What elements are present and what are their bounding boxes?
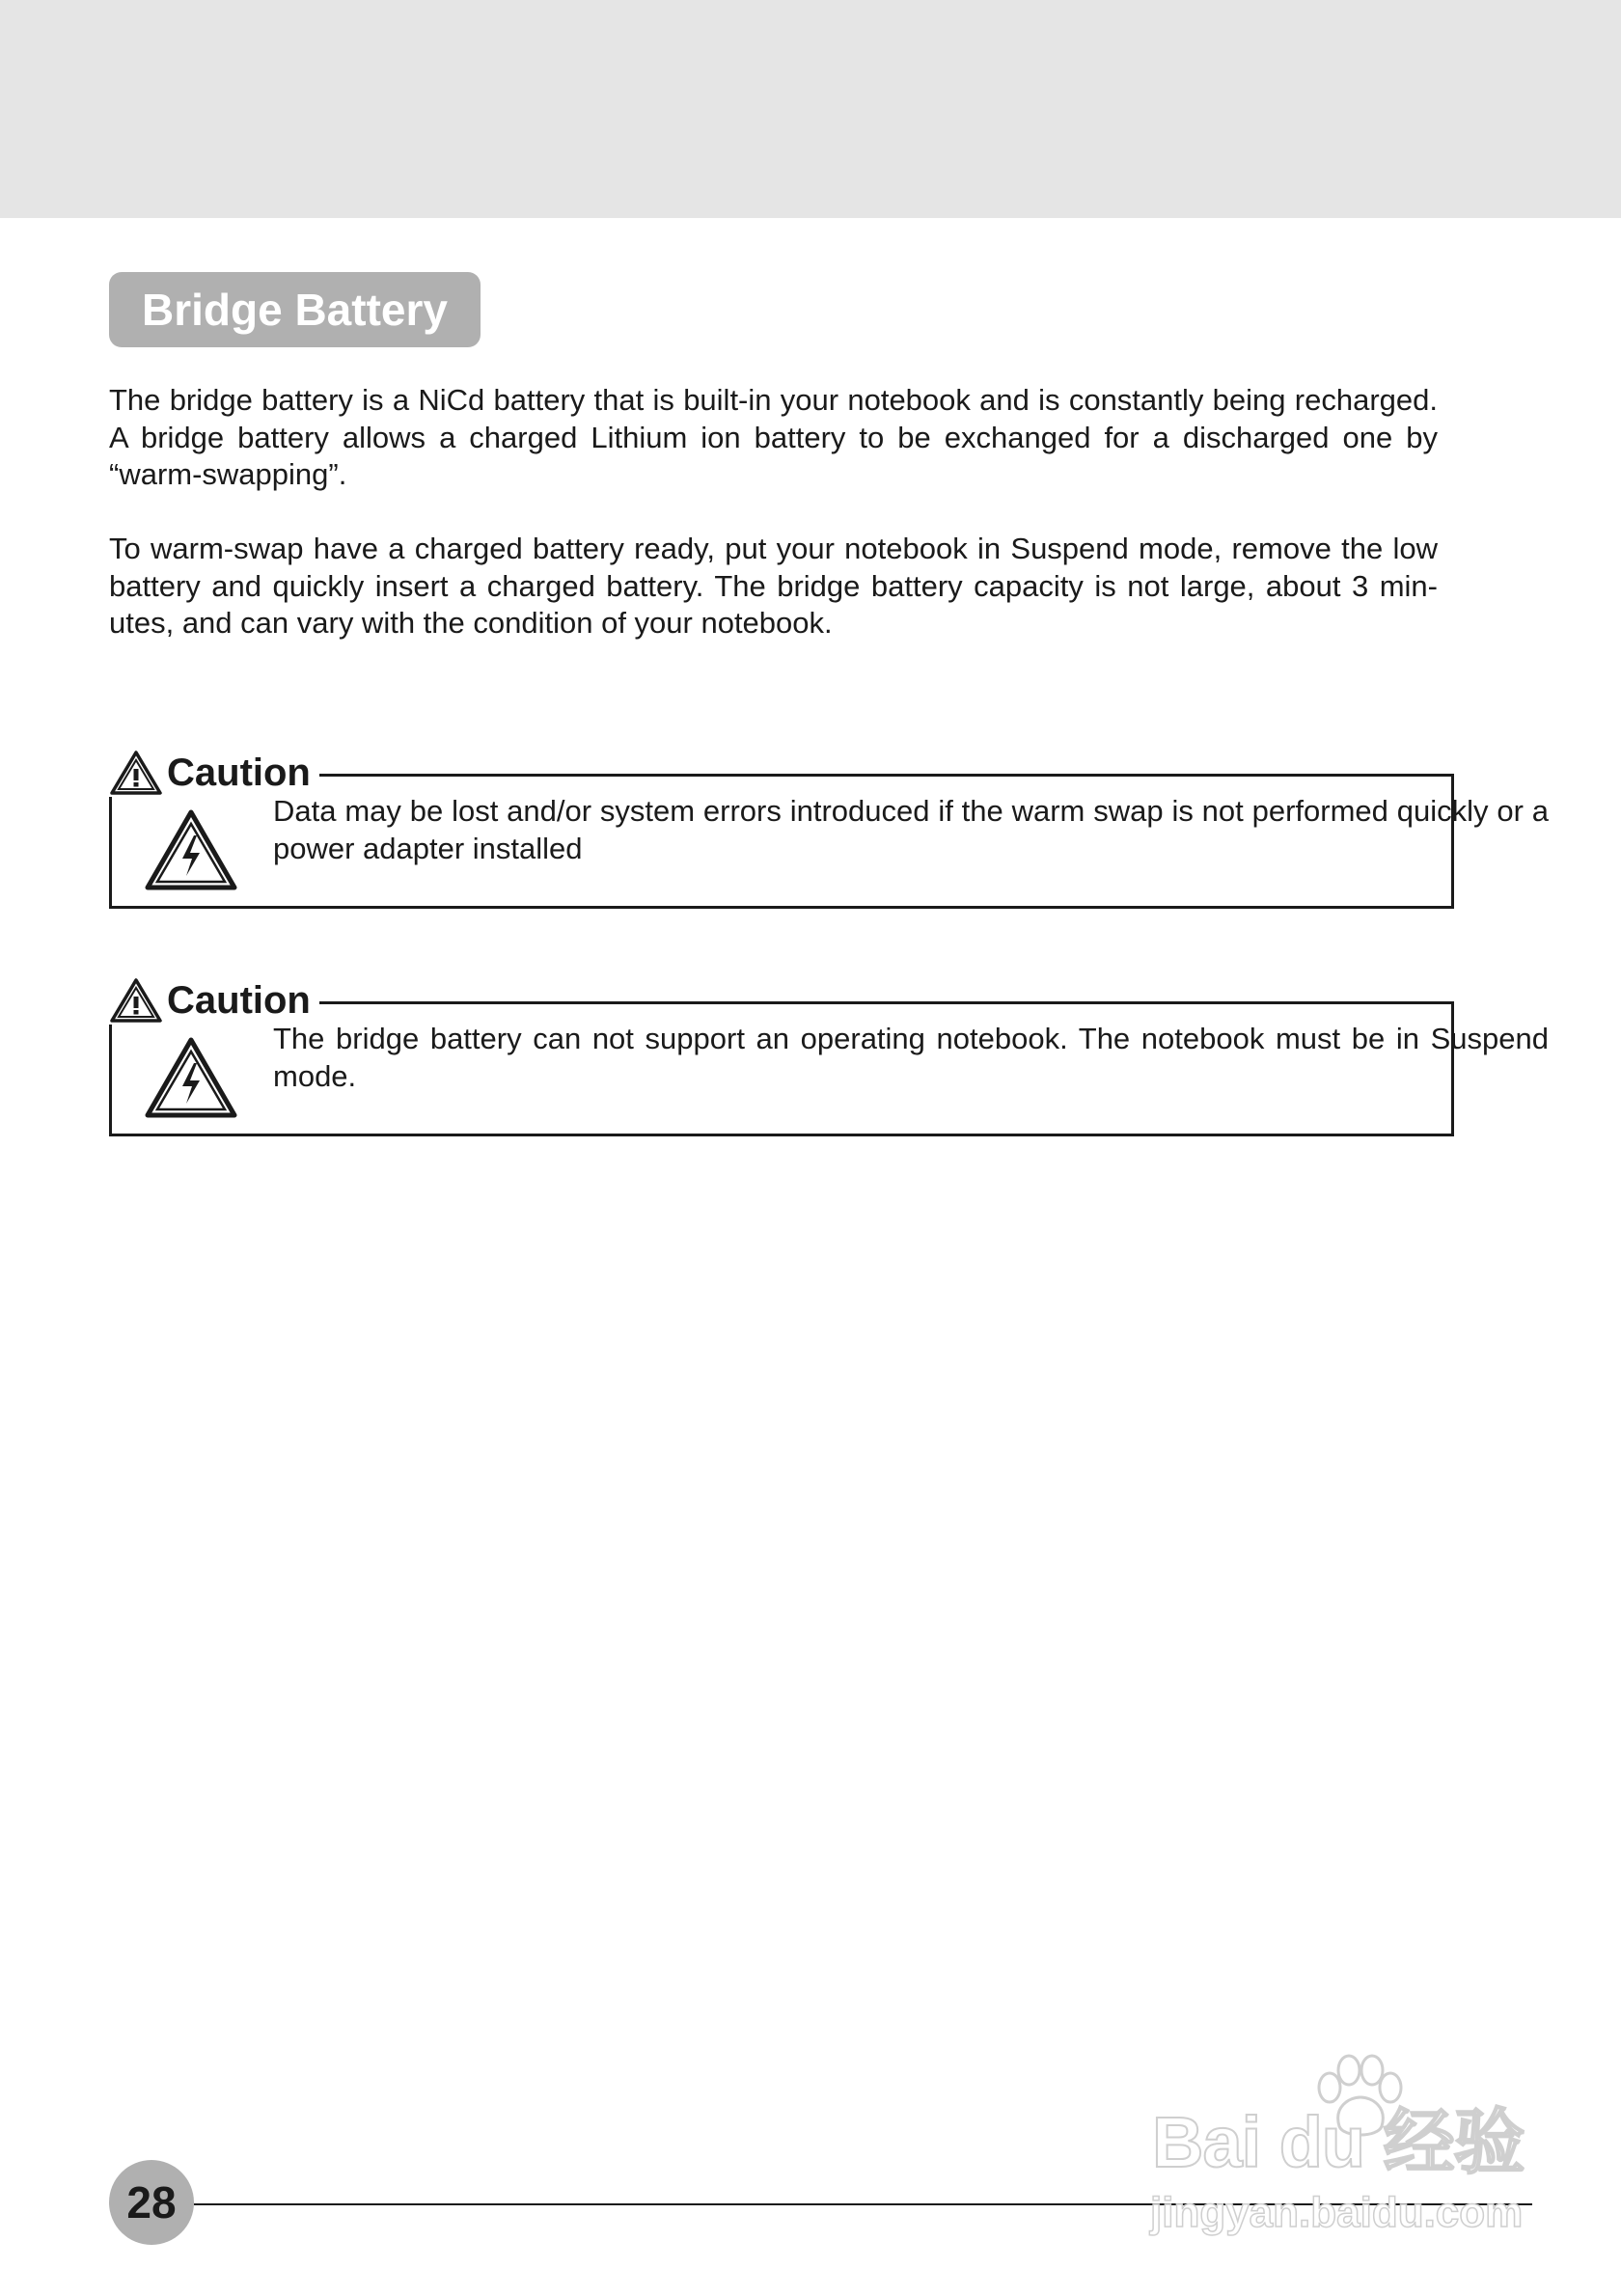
warning-triangle-icon: [109, 750, 163, 796]
paragraph-bridge-battery-intro: The bridge battery is a NiCd battery that is built-in your notebook and is constantly being recharged. A bridge battery allows a charged Lithium ion battery to be exchanged for a discharged one by “warm-swapping”.: [109, 383, 1438, 491]
electric-shock-warning-icon: [144, 1036, 238, 1119]
watermark-brand: Bai du 经验: [1152, 2102, 1525, 2182]
caution-title: Caution: [167, 979, 311, 1022]
section-title: Bridge Battery: [109, 272, 481, 347]
page-number: 28: [109, 2160, 194, 2245]
caution-text: Data may be lost and/or system errors introduced if the warm swap is not performed quickly or a power adapter installed: [273, 794, 1549, 865]
warning-triangle-icon: [109, 977, 163, 1024]
caution-box-suspend-mode: [109, 970, 1549, 1142]
caution-title: Caution: [167, 752, 311, 794]
header-band: [0, 0, 1621, 218]
paragraph-warm-swap-instructions: To warm-swap have a charged battery ready, put your notebook in Suspend mode, remove the low battery and quickly insert a charged battery. The bridge battery capacity is not large, about 3 min-utes, and can vary with the condition of your notebook.: [109, 532, 1438, 640]
watermark: [1146, 2047, 1532, 2240]
caution-box-data-loss: [109, 743, 1549, 915]
caution-rule: [319, 774, 1454, 777]
watermark-url: jingyan.baidu.com: [1150, 2189, 1524, 2236]
caution-text: The bridge battery can not support an operating notebook. The notebook must be in Suspend mode.: [273, 1022, 1549, 1093]
electric-shock-warning-icon: [144, 808, 238, 891]
caution-heading: [109, 749, 315, 797]
caution-rule: [319, 1001, 1454, 1004]
caution-heading: [109, 976, 315, 1025]
